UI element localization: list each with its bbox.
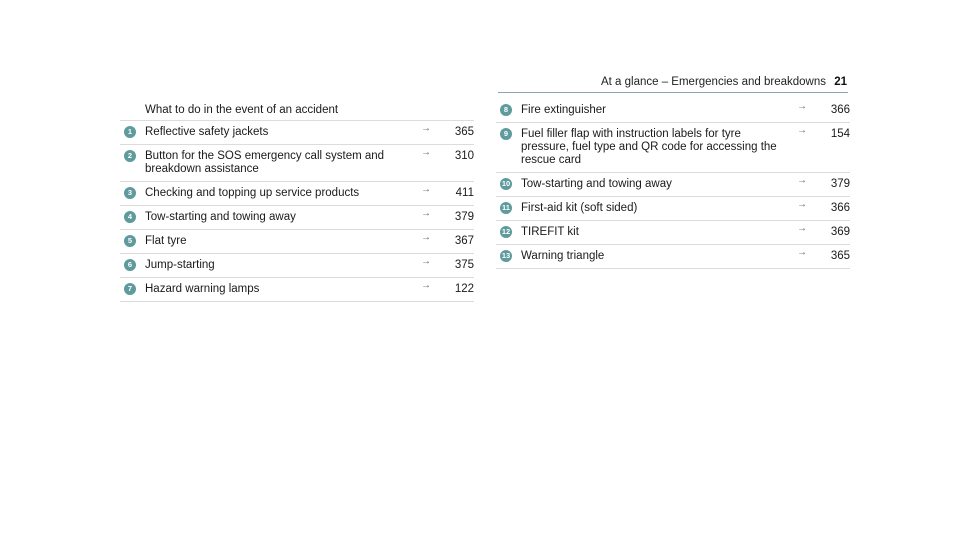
item-label: Reflective safety jackets — [145, 126, 269, 138]
callout-badge: 1 — [124, 126, 136, 138]
arrow-right-icon: → — [421, 256, 431, 267]
arrow-right-icon: → — [797, 175, 807, 186]
arrow-right-icon: → — [797, 101, 807, 112]
arrow-right-icon: → — [797, 247, 807, 258]
list-item — [120, 121, 474, 145]
callout-badge: 6 — [124, 259, 136, 271]
item-label: Hazard warning lamps — [145, 283, 260, 295]
callout-badge: 5 — [124, 235, 136, 247]
page-reference[interactable]: 369 — [830, 226, 850, 238]
arrow-right-icon: → — [421, 280, 431, 291]
list-item — [120, 230, 474, 254]
page-reference[interactable]: 365 — [454, 126, 474, 138]
callout-badge: 10 — [501, 179, 511, 188]
page-header — [498, 76, 848, 93]
right-column — [496, 99, 850, 269]
arrow-right-icon: → — [797, 199, 807, 210]
item-label: Warning triangle — [521, 250, 605, 262]
list-item — [120, 182, 474, 206]
page-reference[interactable]: 122 — [454, 283, 474, 295]
callout-badge: 13 — [501, 251, 511, 260]
page-reference[interactable]: 379 — [454, 211, 474, 223]
item-label: Button for the SOS emergency call system and breakdown assistance — [145, 150, 385, 175]
list-item — [120, 254, 474, 278]
arrow-right-icon: → — [797, 125, 807, 136]
callout-badge: 2 — [124, 150, 136, 162]
page-reference[interactable]: 366 — [830, 104, 850, 116]
page-reference[interactable]: 411 — [455, 187, 474, 199]
list-item — [496, 221, 850, 245]
item-label: First-aid kit (soft sided) — [521, 202, 638, 214]
item-label: Tow-starting and towing away — [521, 178, 672, 190]
callout-badge: 4 — [124, 211, 136, 223]
page-reference[interactable]: 154 — [830, 128, 850, 140]
list-item — [120, 145, 474, 182]
list-item — [496, 99, 850, 123]
arrow-right-icon: → — [421, 147, 431, 158]
arrow-right-icon: → — [421, 184, 431, 195]
list-item — [496, 173, 850, 197]
page-reference[interactable]: 365 — [830, 250, 850, 262]
callout-badge: 7 — [124, 283, 136, 295]
list-item — [120, 206, 474, 230]
page-reference[interactable]: 366 — [830, 202, 850, 214]
arrow-right-icon: → — [421, 208, 431, 219]
item-label: Fuel filler flap with instruction labels for tyre pressure, fuel type and QR code for accessing the rescue card — [521, 128, 777, 166]
page-number: 21 — [834, 76, 847, 88]
item-label: Flat tyre — [145, 235, 187, 247]
list-item — [496, 245, 850, 269]
item-label: TIREFIT kit — [521, 226, 579, 238]
item-label: Jump-starting — [145, 259, 215, 271]
callout-badge: 9 — [500, 128, 512, 140]
page-reference[interactable]: 310 — [454, 150, 474, 162]
page-reference[interactable]: 375 — [454, 259, 474, 271]
callout-badge: 12 — [501, 227, 511, 236]
item-label: Fire extinguisher — [521, 104, 607, 116]
list-item — [496, 197, 850, 221]
arrow-right-icon: → — [421, 232, 431, 243]
page-reference[interactable]: 379 — [830, 178, 850, 190]
list-item — [496, 123, 850, 173]
item-label: Tow-starting and towing away — [145, 211, 296, 223]
left-column — [120, 99, 474, 302]
arrow-right-icon: → — [797, 223, 807, 234]
arrow-right-icon: → — [421, 123, 431, 134]
callout-badge: 3 — [124, 187, 136, 199]
section-heading: What to do in the event of an accident — [120, 99, 474, 121]
item-label: Checking and topping up service products — [145, 187, 360, 199]
header-title: At a glance – Emergencies and breakdowns — [600, 76, 826, 88]
callout-badge: 11 — [500, 202, 512, 214]
list-item — [120, 278, 474, 302]
page-reference[interactable]: 367 — [454, 235, 474, 247]
callout-badge: 8 — [500, 104, 512, 116]
